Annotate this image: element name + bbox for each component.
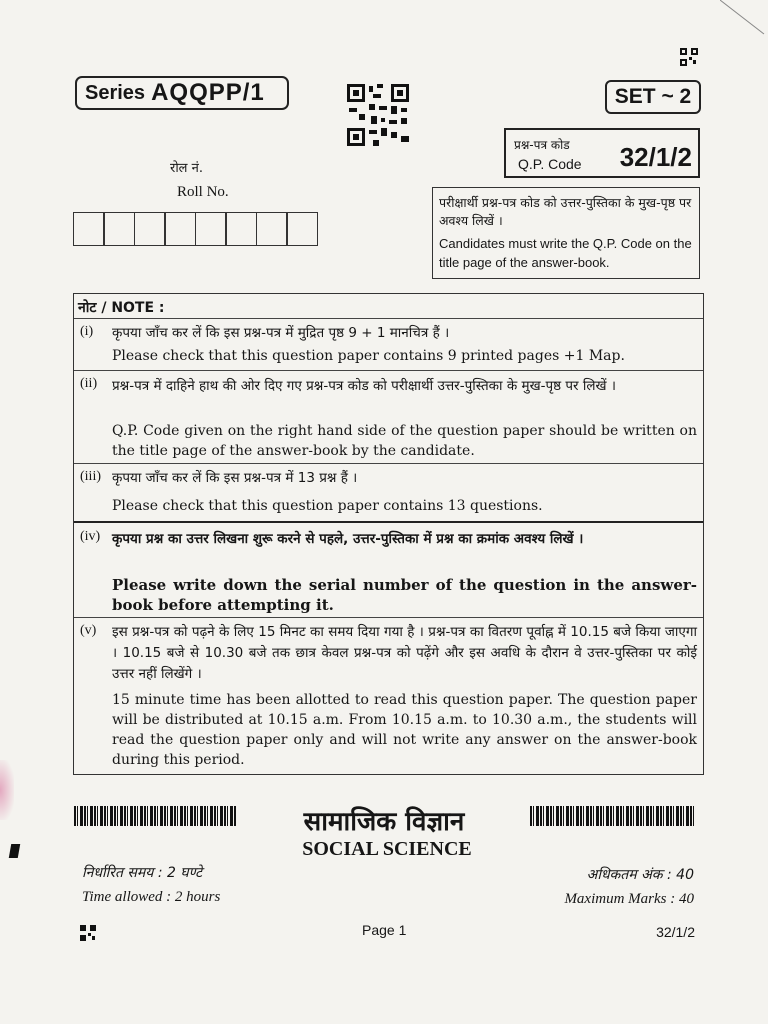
- paper-fold-line: [720, 0, 768, 40]
- series-box: [75, 76, 289, 110]
- qp-code-label: Q.P. Code: [518, 156, 582, 172]
- qr-code-icon-small: [680, 48, 698, 66]
- roll-no-label: Roll No.: [177, 184, 229, 200]
- note-item-hindi: प्रश्न-पत्र में दाहिने हाथ की ओर दिए गए प्रश्न-पत्र कोड को परीक्षार्थी उत्तर-पुस्तिका के मुख-पृष्ठ पर लिखें ।: [112, 378, 616, 394]
- maximum-marks: Maximum Marks : 40: [564, 891, 694, 907]
- roll-no-digit-box[interactable]: [195, 212, 227, 246]
- roll-no-label-hindi: रोल नं.: [170, 161, 203, 176]
- note-item-number: (v): [80, 623, 97, 638]
- note-item-english: Please write down the serial number of the question in the answer-book before attempting it.: [112, 576, 697, 614]
- roll-no-digit-box[interactable]: [134, 212, 166, 246]
- barcode-left: [74, 806, 236, 826]
- qr-code-icon: [347, 84, 409, 146]
- set-label: SET ~ 2: [614, 85, 692, 108]
- note-item-hindi: कृपया जाँच कर लें कि इस प्रश्न-पत्र में 13 प्रश्न हैं ।: [112, 470, 358, 486]
- roll-no-digit-box[interactable]: [103, 212, 135, 246]
- note-item-hindi: कृपया जाँच कर लें कि इस प्रश्न-पत्र में मुद्रित पृष्ठ 9 + 1 मानचित्र हैं ।: [112, 325, 450, 341]
- note-item-hindi: इस प्रश्न-पत्र को पढ़ने के लिए 15 मिनट का समय दिया गया है । प्रश्न-पत्र का वितरण पूर्वाह्न में 10.15 बजे किया जाएगा । 10.15 बजे से 10.30 बजे तक छात्र केवल प्रश्न-पत्र को पढ़ेंगे और इस अवधि के दौरान वे उत्तर-पुस्तिका पर कोई उत्तर नहीं लिखेंगे ।: [112, 624, 697, 682]
- note-item-english: Q.P. Code given on the right hand side of the question paper should be written on the title page of the answer-book by the candidate.: [112, 423, 697, 459]
- page-number: Page 1: [362, 922, 407, 938]
- roll-no-boxes[interactable]: [74, 212, 318, 246]
- note-item-number: (ii): [80, 376, 98, 391]
- qp-code-label-hindi: प्रश्न-पत्र कोड: [514, 138, 570, 152]
- note-heading: नोट / NOTE :: [78, 300, 165, 316]
- note-item: [74, 318, 703, 370]
- note-item: [74, 617, 703, 774]
- note-item: [74, 463, 703, 521]
- note-item: [74, 521, 703, 617]
- candidate-instruction: Candidates must write the Q.P. Code on the title page of the answer-book.: [439, 236, 692, 270]
- note-item-hindi: कृपया प्रश्न का उत्तर लिखना शुरू करने से पहले, उत्तर-पुस्तिका में प्रश्न का क्रमांक अवश्य लिखें ।: [112, 531, 584, 547]
- ink-mark: [9, 844, 20, 858]
- subject-title: SOCIAL SCIENCE: [302, 838, 472, 860]
- paper-stain: [0, 760, 14, 820]
- roll-no-digit-box[interactable]: [73, 212, 105, 246]
- note-section: [73, 293, 704, 775]
- maximum-marks-hindi: अधिकतम अंक : 40: [586, 867, 694, 883]
- roll-no-digit-box[interactable]: [286, 212, 318, 246]
- candidate-instruction-box: [432, 187, 700, 279]
- footer-qp-code: 32/1/2: [656, 924, 695, 940]
- note-item-number: (iii): [80, 469, 101, 484]
- candidate-instruction-hindi: परीक्षार्थी प्रश्न-पत्र कोड को उत्तर-पुस्तिका के मुख-पृष्ठ पर अवश्य लिखें ।: [439, 195, 692, 228]
- note-item-english: Please check that this question paper contains 9 printed pages +1 Map.: [112, 348, 625, 364]
- series-label: Series: [85, 81, 146, 104]
- note-item-number: (i): [80, 324, 94, 339]
- qp-code-box: [504, 128, 700, 178]
- note-item-number: (iv): [80, 529, 101, 544]
- time-allowed: Time allowed : 2 hours: [82, 889, 221, 905]
- note-item-english: Please check that this question paper contains 13 questions.: [112, 498, 543, 514]
- subject-title-hindi: सामाजिक विज्ञान: [303, 807, 465, 837]
- roll-no-digit-box[interactable]: [256, 212, 288, 246]
- qr-code-icon-footer: [80, 925, 96, 941]
- roll-no-digit-box[interactable]: [225, 212, 257, 246]
- series-code: AQQPP/1: [151, 79, 265, 106]
- time-allowed-hindi: निर्धारित समय : 2 घण्टे: [82, 865, 203, 881]
- note-item-english: 15 minute time has been allotted to read this question paper. The question paper will be distributed at 10.15 a.m. From 10.15 a.m. to 10.30 a.m., the students will read the question paper only and will not write any answer on the answer-book during this period.: [112, 692, 697, 768]
- qp-code-value: 32/1/2: [619, 142, 692, 172]
- note-item: [74, 370, 703, 463]
- roll-no-digit-box[interactable]: [164, 212, 196, 246]
- set-box: [605, 80, 701, 114]
- barcode-right: [530, 806, 694, 826]
